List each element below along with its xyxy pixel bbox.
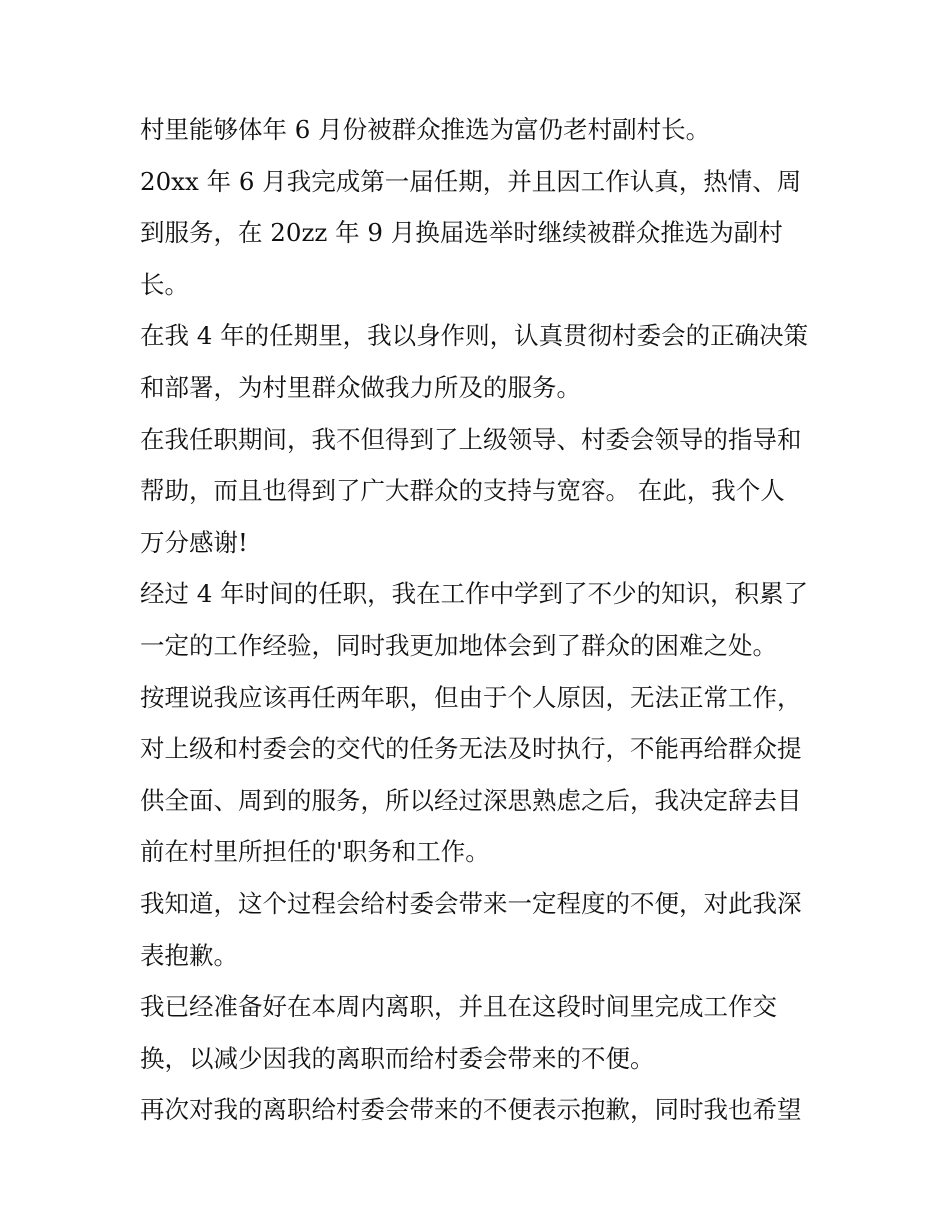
text-line: 按理说我应该再任两年职，但由于个人原因，无法正常工作， <box>140 682 802 712</box>
text-line: 供全面、周到的服务，所以经过深思熟虑之后，我决定辞去目 <box>140 785 802 815</box>
text-line: 20xx 年 6 月我完成第一届任期，并且因工作认真，热情、周 <box>140 166 802 196</box>
text-line: 到服务，在 20zz 年 9 月换届选举时继续被群众推选为副村 <box>140 218 783 248</box>
text-line: 一定的工作经验，同时我更加地体会到了群众的困难之处。 <box>140 630 777 660</box>
text-line: 帮助，而且也得到了广大群众的支持与宽容。 在此，我个人 <box>140 476 785 506</box>
text-line: 万分感谢! <box>140 527 248 557</box>
text-line: 对上级和村委会的交代的任务无法及时执行，不能再给群众提 <box>140 734 802 764</box>
text-line: 我已经准备好在本周内离职，并且在这段时间里完成工作交 <box>140 992 777 1022</box>
text-line: 换，以减少因我的离职而给村委会带来的不便。 <box>140 1043 655 1073</box>
text-line: 和部署，为村里群众做我力所及的服务。 <box>140 372 581 402</box>
document-body <box>140 104 820 1136</box>
text-line: 长。 <box>140 269 189 299</box>
text-line: 表抱歉。 <box>140 940 238 970</box>
text-line: 再次对我的离职给村委会带来的不便表示抱歉，同时我也希望 <box>140 1095 802 1125</box>
text-line: 在我任职期间，我不但得到了上级领导、村委会领导的指导和 <box>140 424 802 454</box>
text-line: 经过 4 年时间的任职，我在工作中学到了不少的知识，积累了 <box>140 579 809 609</box>
text-line: 我知道，这个过程会给村委会带来一定程度的不便，对此我深 <box>140 888 802 918</box>
text-line: 村里能够体年 6 月份被群众推选为富仍老村副村长。 <box>140 115 711 144</box>
text-line: 前在村里所担任的'职务和工作。 <box>140 837 490 867</box>
text-line: 在我 4 年的任期里，我以身作则，认真贯彻村委会的正确决策 <box>140 321 809 351</box>
